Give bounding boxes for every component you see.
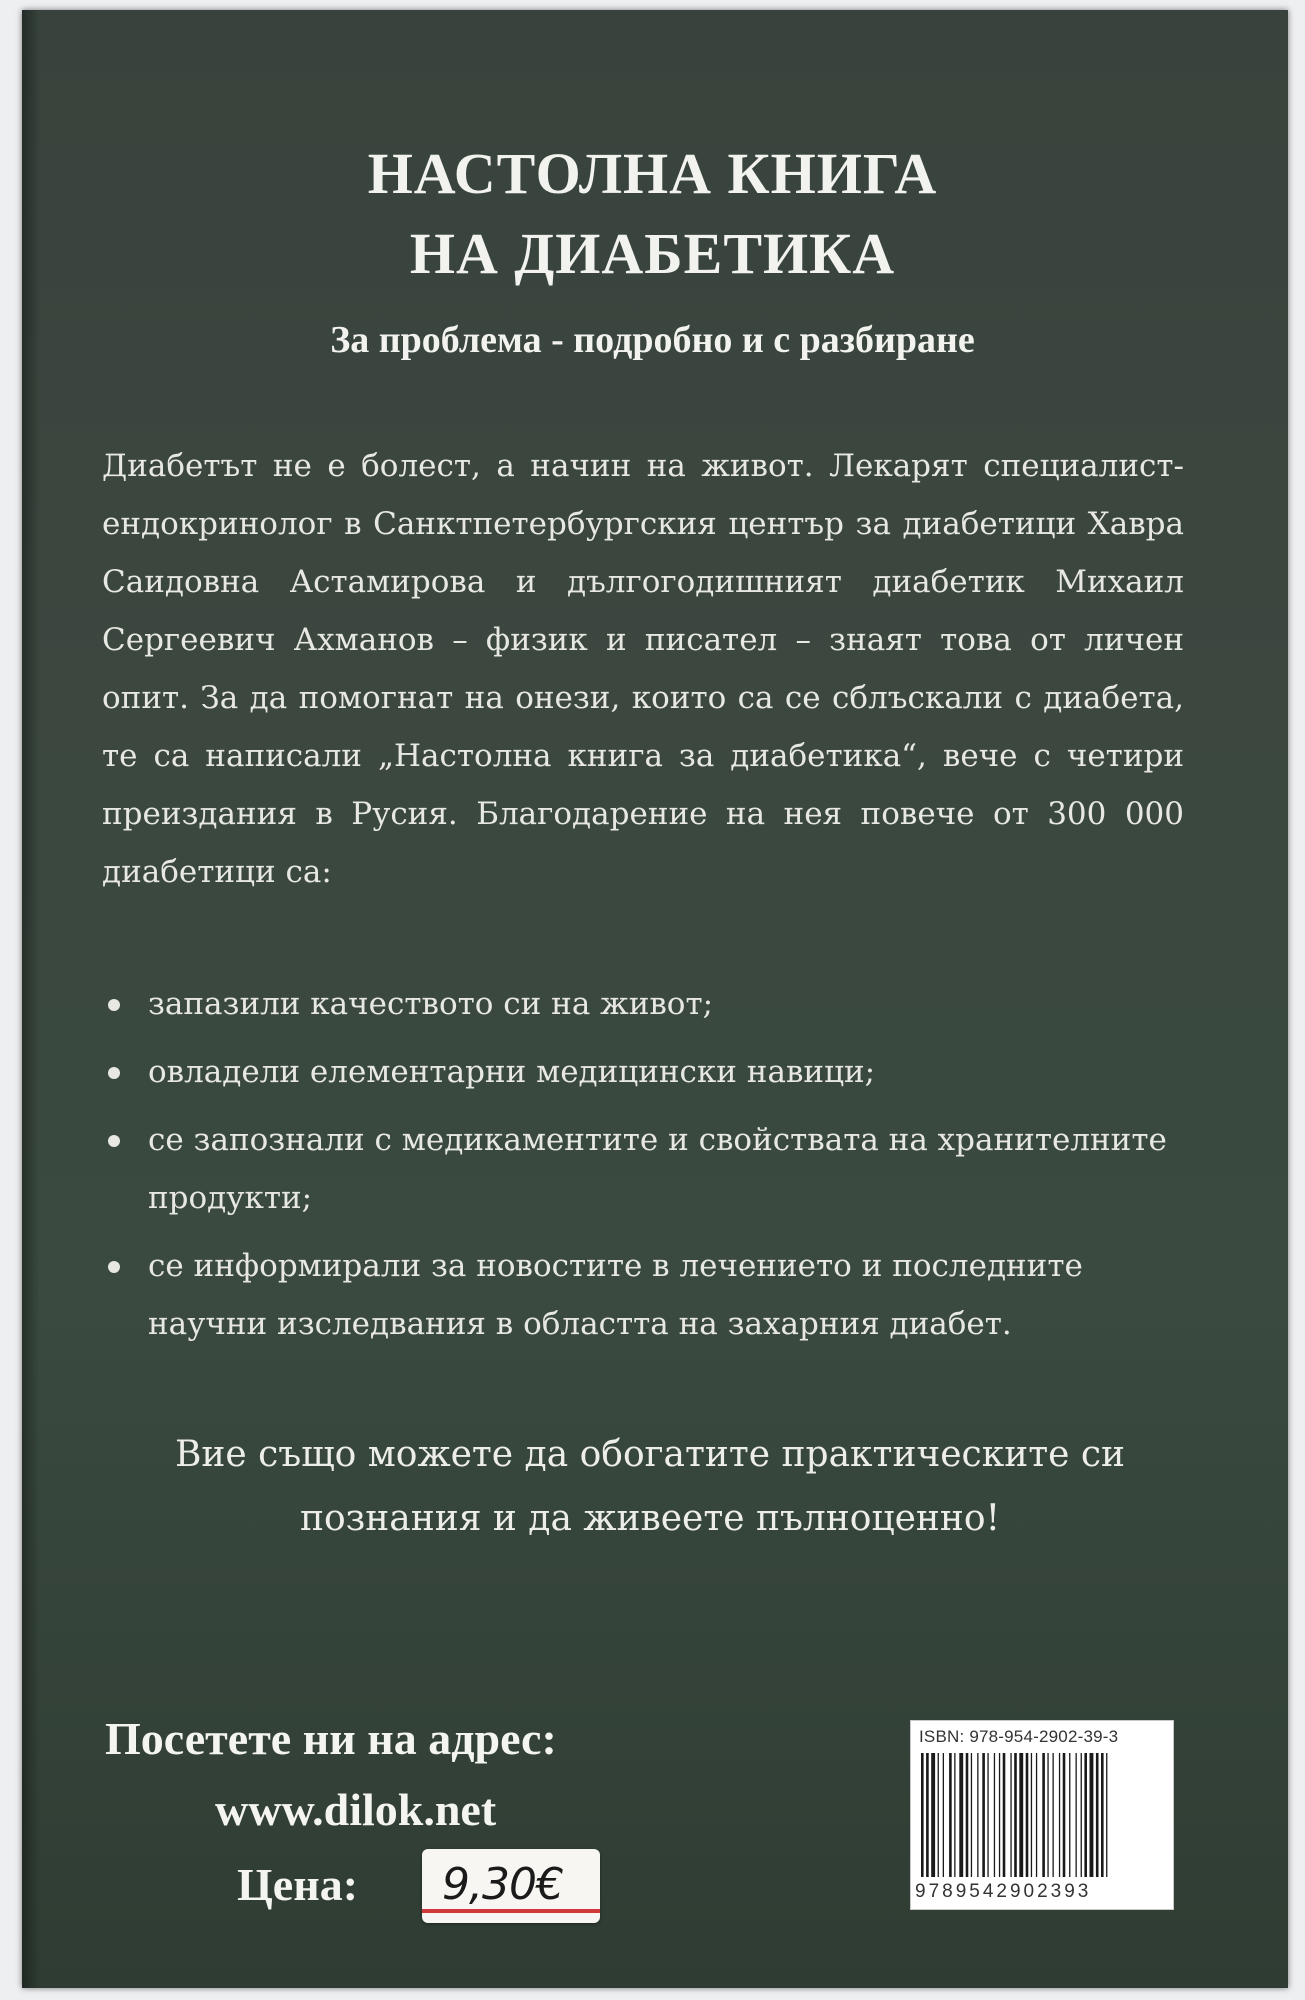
price-label: Цена: <box>237 1859 359 1910</box>
bullet-icon <box>108 1261 120 1273</box>
spine-shadow <box>22 10 40 1988</box>
list-item <box>100 1043 1190 1101</box>
book-subtitle: За проблема - подробно и с разбиране <box>330 319 975 361</box>
list-item <box>100 1111 1190 1227</box>
website-link[interactable]: www.dilok.net <box>215 1784 497 1835</box>
list-item <box>100 1237 1190 1353</box>
list-item-text: запазили качеството си на живот; <box>148 986 714 1022</box>
book-title-line-2: НА ДИАБЕТИКА <box>409 221 896 286</box>
barcode-number: 9789542902393 <box>915 1881 1092 1902</box>
bullet-icon <box>108 1135 120 1147</box>
barcode-panel <box>910 1720 1174 1910</box>
price-value: 9,30€ <box>442 1859 563 1910</box>
list-item-text: овладели елементарни медицински навици; <box>148 1054 876 1090</box>
bullet-icon <box>108 999 120 1011</box>
price-sticker <box>422 1849 600 1923</box>
isbn-text: ISBN: 978-954-2902-39-3 <box>919 1727 1119 1746</box>
bullet-icon <box>108 1067 120 1079</box>
list-item-text: се информирали за новостите в лечението и последните научни изследвания в областта на захарния диабет. <box>148 1248 1083 1342</box>
list-item-text: се запознали с медикаментите и свойствата на хранителните продукти; <box>148 1122 1167 1216</box>
benefits-list <box>100 975 1190 1363</box>
list-item <box>100 975 1190 1033</box>
barcode-icon <box>919 1753 1163 1877</box>
description-paragraph: Диабетът не е болест, а начин на живот. Лекарят специалист-ендокринолог в Санктпетербургския център за диабетици Хавра Саидовна Астамирова и дългогодишният диабетик Михаил Сергеевич Ахманов – физик и писател – знаят това от личен опит. За да помогнат на онези, които са се сблъскали с диабета, те са написали „Настолна книга за диабетика“, вече с четири преиздания в Русия. Благодарение на нея повече от 300 000 диабетици са: <box>102 448 1184 890</box>
book-title-line-1: НАСТОЛНА КНИГА <box>367 141 938 206</box>
visit-label: Посетете ни на адрес: <box>105 1713 557 1764</box>
closing-statement: Вие също можете да обогатите практическите си познания и да живеете пълноценно! <box>174 1434 1126 1539</box>
